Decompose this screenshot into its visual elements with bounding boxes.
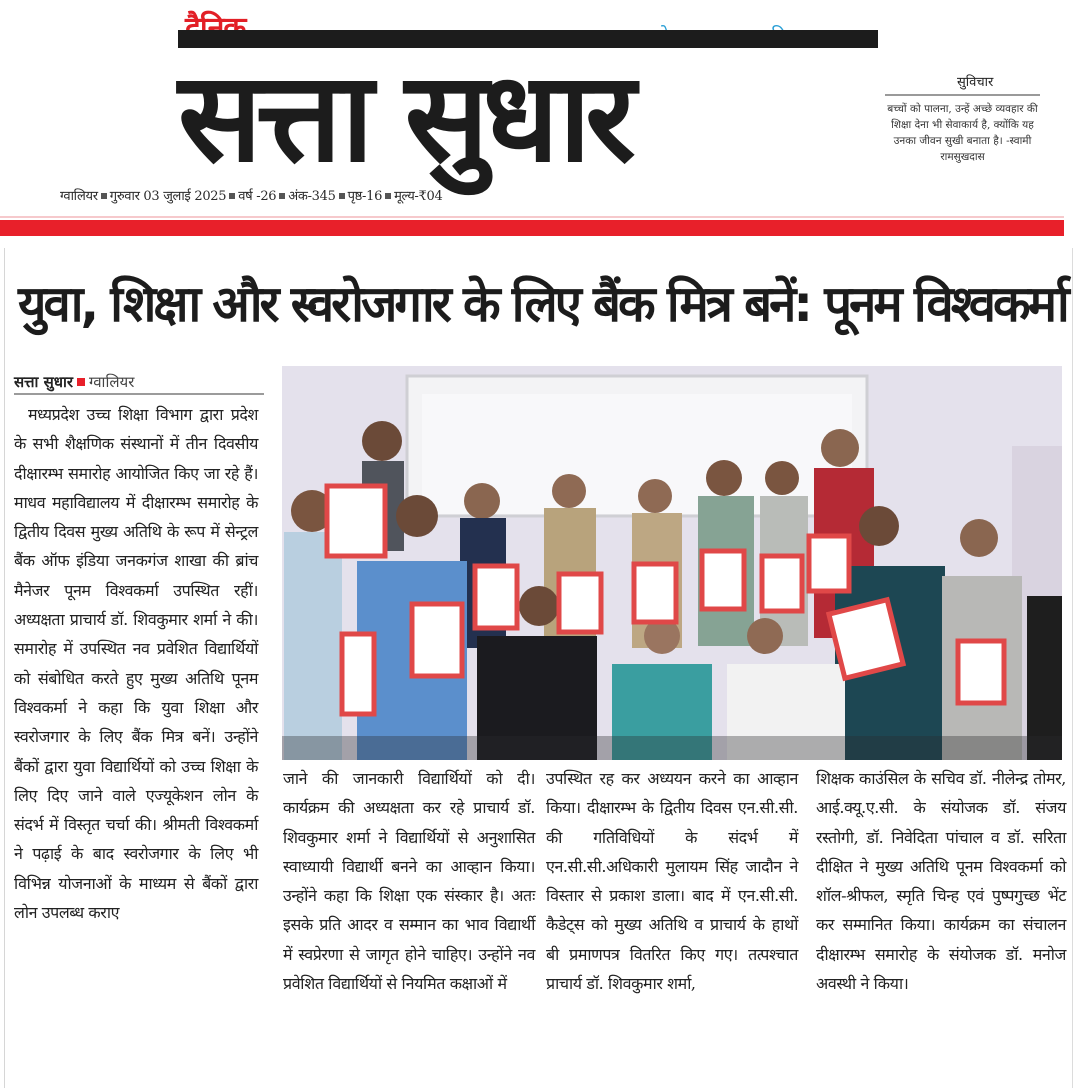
certificate	[702, 551, 744, 609]
article-headline: युवा, शिक्षा और स्वरोजगार के लिए बैंक मित्र बनें: पूनम विश्वकर्मा	[18, 275, 1067, 333]
photo-floor-shadow	[282, 736, 1062, 760]
certificate	[762, 556, 802, 611]
edition-issue: अंक-345	[288, 189, 336, 204]
separator-square-icon	[279, 193, 285, 199]
separator-square-icon	[385, 193, 391, 199]
certificate	[342, 634, 374, 714]
certificate	[475, 566, 517, 628]
edition-price: मूल्य-₹04	[394, 189, 443, 204]
certificate	[412, 604, 462, 676]
masthead-thin-rule	[0, 216, 1064, 218]
group-photo-illustration	[282, 366, 1062, 760]
article-column-2: जाने की जानकारी विद्यार्थियों को दी। कार्यक्रम की अध्यक्षता कर रहे प्राचार्य डॉ. शिवकुमार शर्मा ने विद्यार्थियों से अनुशासित स्वाध्यायी विद्यार्थी बनने का आव्हान किया। उन्होंने कहा कि शिक्षा एक संस्कार है। अतः इसके प्रति आदर व सम्मान का भाव विद्यार्थी में स्वप्रेरणा से जागृत होने चाहिए। उन्होंने नव प्रवेशित विद्यार्थियों से नियमित कक्षाओं में	[283, 769, 535, 994]
daily-label: दैनिक	[185, 11, 246, 46]
article-right-border	[1072, 248, 1073, 1088]
separator-square-icon	[101, 193, 107, 199]
byline-publication: सत्ता सुधार	[14, 373, 73, 391]
certificate	[634, 564, 676, 622]
tagline: जनता के साथ जनता की आवाज	[610, 25, 843, 47]
byline-city: ग्वालियर	[89, 373, 135, 391]
masthead	[0, 0, 1080, 222]
article-column-1: मध्यप्रदेश उच्च शिक्षा विभाग द्वारा प्रदेश के सभी शैक्षणिक संस्थानों में तीन दिवसीय दीक्षारम्भ समारोह आयोजित किए जा रहे हैं। माधव महाविद्यालय में दीक्षारम्भ समारोह के द्वितीय दिवस मुख्य अतिथि के रूप में सेन्ट्रल बैंक ऑफ इंडिया जनकगंज शाखा की ब्रांच मैनेजर पूनम विश्वकर्मा उपस्थित रहीं। अध्यक्षता प्राचार्य डॉ. शिवकुमार शर्मा ने की। समारोह में उपस्थित नव प्रवेशित विद्यार्थियों को संबोधित करते हुए मुख्य अतिथि पूनम विश्वकर्मा ने कहा कि युवा शिक्षा और स्वरोजगार के लिए बैंक मित्र बनें। उन्होंने बैंकों द्वारा युवा विद्यार्थियों को उच्च शिक्षा के लिए दिए जाने वाले एज्यूकेशन लोन के संदर्भ में विस्तृत चर्चा की। श्रीमती विश्वकर्मा ने पढ़ाई के बाद स्वरोजगार के लिए भी विभिन्न योजनाओं के माध्यम से बैंकों द्वारा लोन उपलब्ध कराए	[14, 405, 258, 923]
certificate	[559, 574, 601, 632]
newspaper-logo: सत्ता सुधार	[178, 30, 878, 188]
certificate	[829, 600, 903, 679]
article-byline	[14, 372, 264, 395]
thought-title: सुविचार	[885, 72, 1040, 96]
article-column-4: शिक्षक काउंसिल के सचिव डॉ. नीलेन्द्र तोमर, आई.क्यू.ए.सी. के संयोजक डॉ. संजय रस्तोगी, डॉ. निवेदिता पांचाल व डॉ. सरिता दीक्षित ने मुख्य अतिथि पूनम विश्वकर्मा को शॉल-श्रीफल, स्मृति चिन्ह एवं पुष्पगुच्छ भेंट कर सम्मानित किया। कार्यक्रम का संचालन दीक्षारम्भ समारोह के संयोजक डॉ. मनोज अवस्थी ने किया।	[816, 769, 1066, 994]
masthead-red-rule	[0, 220, 1064, 236]
thought-of-the-day	[885, 72, 1040, 165]
edition-date: गुरुवार 03 जुलाई 2025	[109, 189, 227, 204]
edition-line	[60, 186, 442, 204]
separator-square-icon	[229, 193, 235, 199]
article-left-border	[4, 248, 5, 1088]
edition-pages: पृष्ठ-16	[347, 189, 383, 204]
article-column-3: उपस्थित रह कर अध्ययन करने का आव्हान किया। दीक्षारम्भ के द्वितीय दिवस एन.सी.सी. की गतिविधियों के संदर्भ में एन.सी.सी.अधिकारी मुलायम सिंह जादौन ने विस्तार से प्रकाश डाला। बाद में एन.सी.सी. कैडेट्स को मुख्य अतिथि व प्राचार्य के हाथों बी प्रमाणपत्र वितरित किए गए। तत्पश्चात प्राचार्य डॉ. शिवकुमार शर्मा,	[546, 769, 798, 994]
separator-square-icon	[339, 193, 345, 199]
certificate	[327, 486, 385, 556]
article-photo	[282, 366, 1062, 760]
certificate	[809, 536, 849, 591]
byline-square-icon	[77, 378, 85, 386]
edition-city: ग्वालियर	[60, 189, 98, 204]
thought-text: बच्चों को पालना, उन्हें अच्छे व्यवहार की शिक्षा देना भी सेवाकार्य है, क्योंकि यह उनका जीवन सुखी बनाता है। -स्वामी रामसुखदास	[887, 103, 1038, 163]
edition-year: वर्ष -26	[238, 189, 277, 204]
certificate	[958, 641, 1004, 703]
